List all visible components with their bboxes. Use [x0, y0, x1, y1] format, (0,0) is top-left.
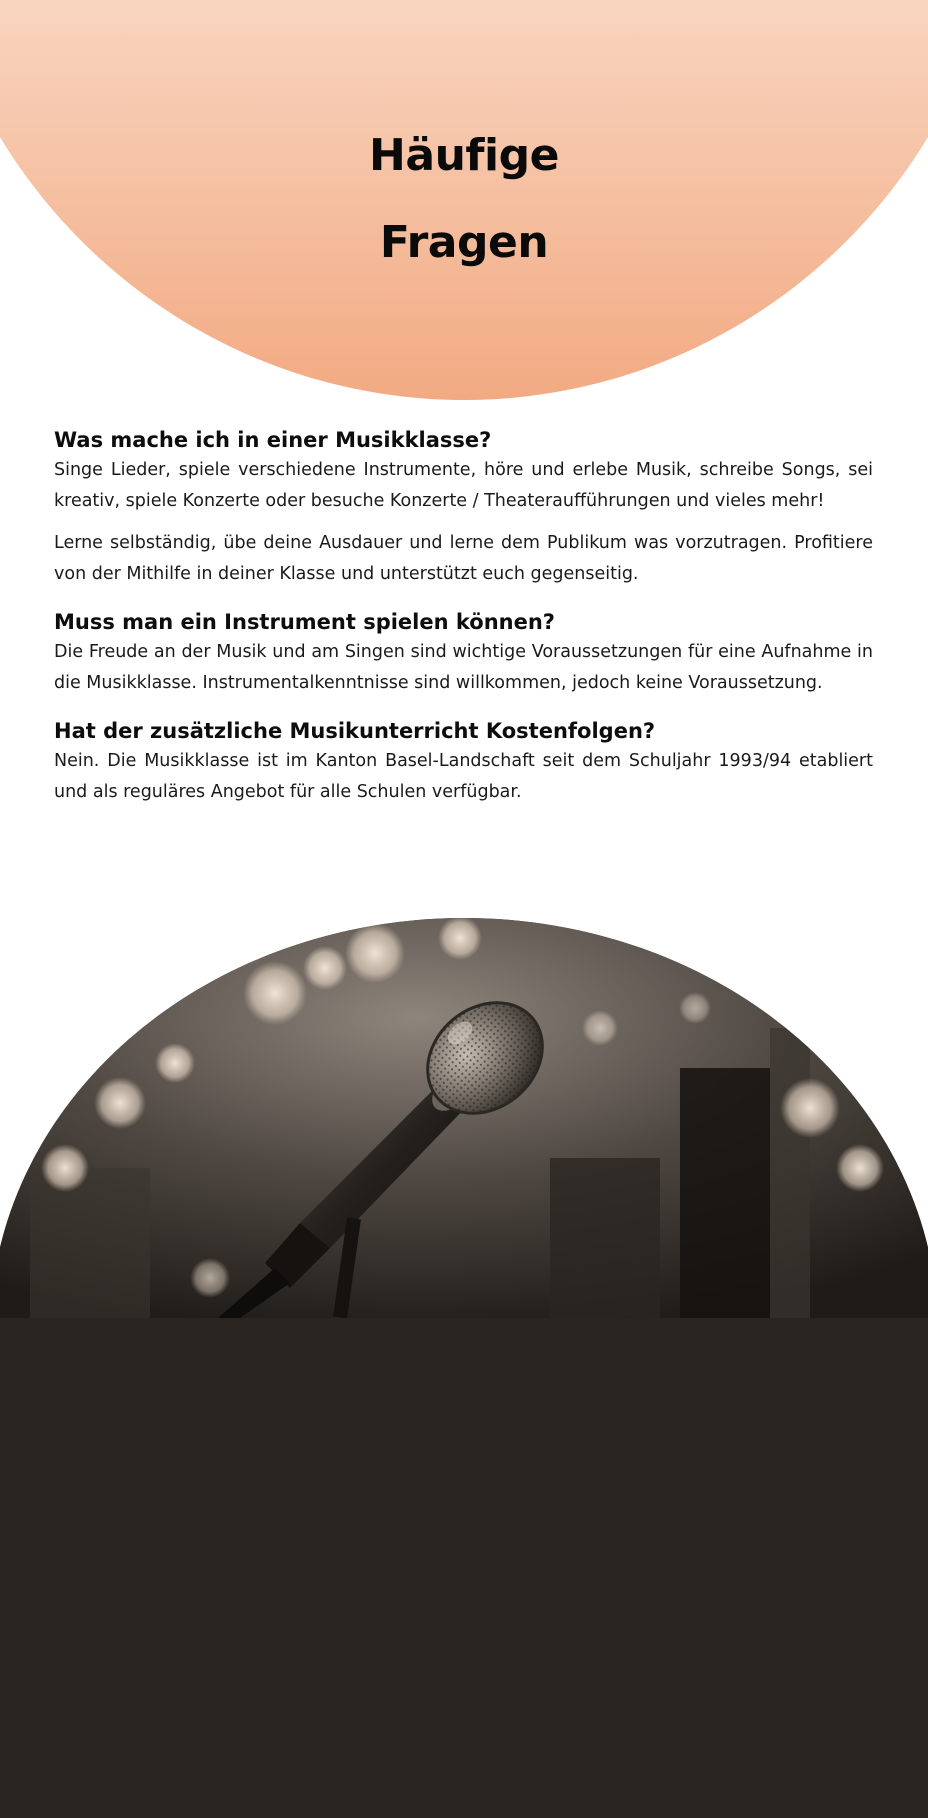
faq-answer: Nein. Die Musikklasse ist im Kanton Basel-Landschaft seit dem Schuljahr 1993/94 etabliert und als reguläres Angebot für alle Schulen verfügbar. [54, 751, 873, 802]
page-title-line-2: Fragen [379, 217, 549, 268]
faq-answer: Die Freude an der Musik und am Singen sind wichtige Voraussetzungen für eine Aufnahme in die Musikklasse. Instrumentalkenntnisse sind willkommen, jedoch keine Voraussetzung. [54, 642, 873, 693]
faq-item-costs [54, 716, 873, 807]
microphone-photo [0, 918, 928, 1818]
faq-item-activities [54, 425, 873, 589]
faq-question: Was mache ich in einer Musikklasse? [54, 428, 492, 452]
faq-answer: Lerne selbständig, übe deine Ausdauer und lerne dem Publikum was vorzutragen. Profitiere von der Mithilfe in deiner Klasse und unterstützt euch gegenseitig. [54, 533, 873, 584]
page-title-line-1: Häufige [369, 130, 559, 181]
faq-list [54, 425, 873, 807]
faq-question: Muss man ein Instrument spielen können? [54, 610, 555, 634]
page-title [0, 112, 928, 286]
faq-item-instrument [54, 607, 873, 698]
faq-question: Hat der zusätzliche Musikunterricht Kostenfolgen? [54, 719, 656, 743]
faq-answer: Singe Lieder, spiele verschiedene Instrumente, höre und erlebe Musik, schreibe Songs, sei kreativ, spiele Konzerte oder besuche Konzerte / Theateraufführungen und vieles mehr! [54, 460, 873, 511]
microphone-illustration [0, 918, 928, 1318]
